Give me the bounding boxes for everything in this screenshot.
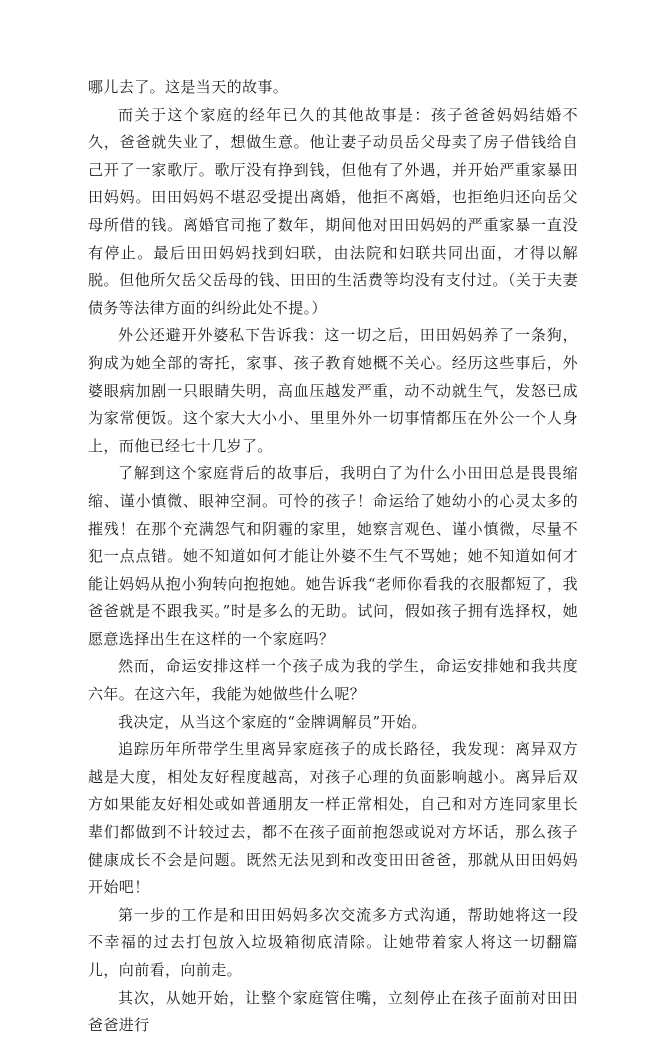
paragraph-1: 哪儿去了。这是当天的故事。 [88,78,289,96]
paragraph-3: 外公还避开外婆私下告诉我：这一切之后，田田妈妈养了一条狗，狗成为她全部的寄托，家事、孩子教育她概不关心。经历这些事后，外婆眼病加剧一只眼睛失明，高血压越发严重，动不动就生气，发怒已成为家常便饭。这个家大大小小、里里外外一切事情都压在外公一个人身上，而他已经七十几岁了。 [88,326,578,455]
paragraph-8: 第一步的工作是和田田妈妈多次交流多方式沟通，帮助她将这一段不幸福的过去打包放入垃圾箱彻底清除。让她带着家人将这一切翻篇儿，向前看，向前走。 [88,905,578,979]
paragraph-5: 然而，命运安排这样一个孩子成为我的学生，命运安排她和我共度六年。在这六年，我能为她做些什么呢？ [88,657,578,704]
paragraph-7: 追踪历年所带学生里离异家庭孩子的成长路径，我发现：离异双方越是大度，相处友好程度越高，对孩子心理的负面影响越小。离异后双方如果能友好相处或如普通朋友一样正常相处，自己和对方连同家里长辈们都做到不计较过去，都不在孩子面前抱怨或说对方坏话，那么孩子健康成长不会是问题。既然无法见到和改变田田爸爸，那就从田田妈妈开始吧！ [88,740,578,897]
document-body [88,74,578,1040]
paragraph-4: 了解到这个家庭背后的故事后，我明白了为什么小田田总是畏畏缩缩、谨小慎微、眼神空洞。可怜的孩子！命运给了她幼小的心灵太多的摧残！在那个充满怨气和阴霾的家里，她察言观色、谨小慎微，尽量不犯一点点错。她不知道如何才能让外婆不生气不骂她；她不知道如何才能让妈妈从抱小狗转向抱抱她。她告诉我“老师你看我的衣服都短了，我爸爸就是不跟我买。”时是多么的无助。试问，假如孩子拥有选择权，她愿意选择出生在这样的一个家庭吗？ [88,464,578,648]
paragraph-6: 我决定，从当这个家庭的“金牌调解员”开始。 [118,712,427,731]
paragraph-2: 而关于这个家庭的经年已久的其他故事是：孩子爸爸妈妈结婚不久，爸爸就失业了，想做生意。他让妻子动员岳父母卖了房子借钱给自己开了一家歌厅。歌厅没有挣到钱，但他有了外遇，并开始严重家暴田田妈妈。田田妈妈不堪忍受提出离婚，他拒不离婚，也拒绝归还向岳父母所借的钱。离婚官司拖了数年，期间他对田田妈妈的严重家暴一直没有停止。最后田田妈妈找到妇联，由法院和妇联共同出面，才得以解脱。但他所欠岳父岳母的钱、田田的生活费等均没有支付过。（关于夫妻债务等法律方面的纠纷此处不提。） [88,105,578,317]
paragraph-9: 其次，从她开始，让整个家庭管住嘴，立刻停止在孩子面前对田田爸爸进行 [88,988,578,1035]
